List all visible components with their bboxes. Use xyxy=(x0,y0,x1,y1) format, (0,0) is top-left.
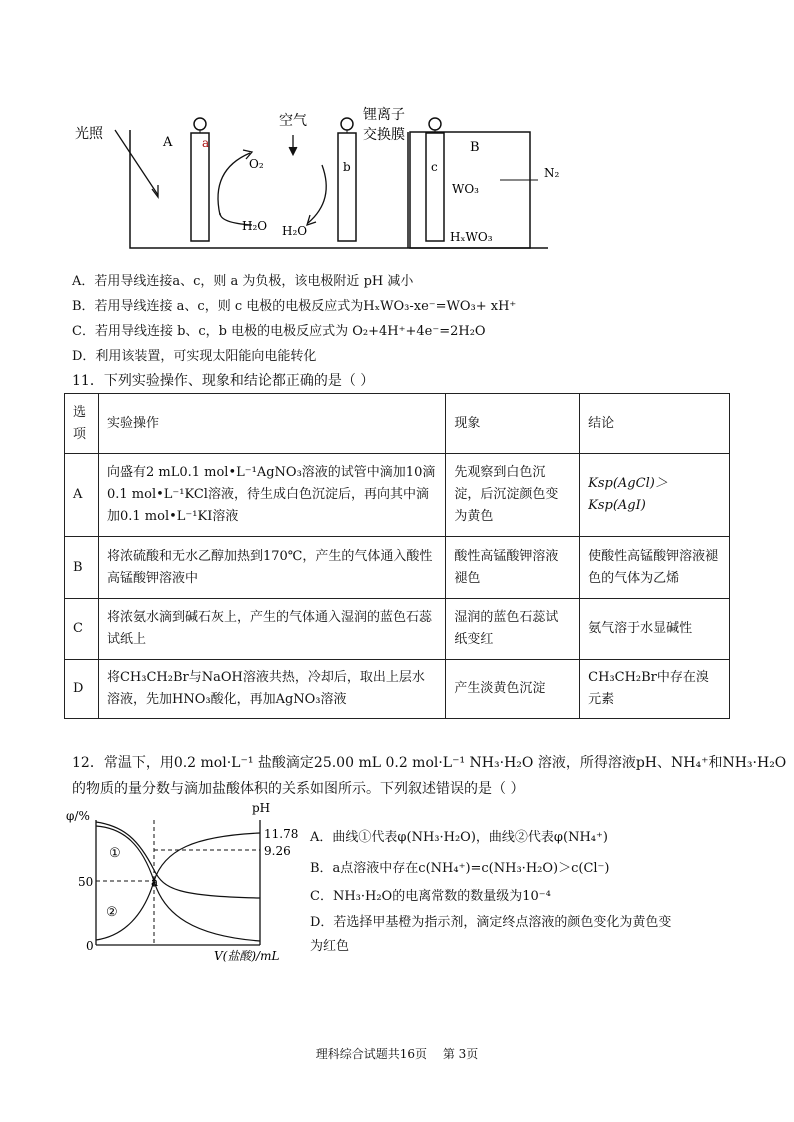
curve-1-label: ① xyxy=(109,846,121,861)
table-row xyxy=(65,599,730,660)
row-operation: 将浓硫酸和无水乙醇加热到170℃，产生的气体通入酸性高锰酸钾溶液中 xyxy=(98,537,445,599)
q12-stem-line2: 的物质的量分数与滴加盐酸体积的关系如图所示。下列叙述错误的是（ ） xyxy=(72,781,525,797)
h2o-left-label: H₂O xyxy=(242,219,268,233)
row-option: A xyxy=(65,454,99,537)
membrane-label-1: 锂离子 xyxy=(363,107,405,123)
header-phenomenon: 现象 xyxy=(446,394,580,454)
table-row xyxy=(65,537,730,599)
curve-1 xyxy=(96,826,260,941)
label-a-compartment: A xyxy=(163,135,173,150)
q10-option-c: C．若用导线连接 b、c，b 电极的电极反应式为 O₂+4H⁺+4e⁻=2H₂O xyxy=(72,324,486,339)
y-left-label: φ/% xyxy=(66,809,90,823)
table-header-row xyxy=(65,394,730,454)
wo3-label: WO₃ xyxy=(452,182,479,196)
table-row xyxy=(65,660,730,719)
electrode-c-label: c xyxy=(431,160,438,174)
origin-label: 0 xyxy=(86,939,94,953)
header-option: 选项 xyxy=(65,394,99,454)
cycle-arrow-left xyxy=(218,153,250,215)
electrode-c xyxy=(426,133,444,241)
light-label: 光照 xyxy=(75,126,103,142)
page-footer xyxy=(0,1045,794,1062)
row-operation: 向盛有2 mL0.1 mol•L⁻¹AgNO₃溶液的试管中滴加10滴0.1 mol•L⁻¹KCl溶液，待生成白色沉淀后，再向其中滴加0.1 mol•L⁻¹KI溶液 xyxy=(98,454,445,537)
q12-option-b: B．a点溶液中存在c(NH₄⁺)=c(NH₃·H₂O)＞c(Cl⁻) xyxy=(310,861,610,876)
row-conclusion: CH₃CH₂Br中存在溴元素 xyxy=(580,660,730,719)
electrode-b-label: b xyxy=(343,160,351,174)
label-b-compartment: B xyxy=(470,140,480,155)
electrode-b xyxy=(338,133,356,241)
q12-stem-line1: 12．常温下，用0.2 mol·L⁻¹ 盐酸滴定25.00 mL 0.2 mol·L⁻¹ NH₃·H₂O 溶液，所得溶液pH、NH₄⁺和NH₃·H₂O xyxy=(72,755,787,771)
q10-option-a: A．若用导线连接a、c，则 a 为负极，该电极附近 pH 减小 xyxy=(72,274,414,289)
q10-option-b: B．若用导线连接 a、c，则 c 电极的电极反应式为HₓWO₃-xe⁻=WO₃+ xH⁺ xyxy=(72,299,517,314)
footer-total-pages: 理科综合试题共16页 xyxy=(315,1047,427,1061)
air-label: 空气 xyxy=(279,113,307,129)
y-50-tick: 50 xyxy=(78,875,94,889)
y-right-label: pH xyxy=(252,801,271,815)
row-phenomenon: 产生淡黄色沉淀 xyxy=(446,660,580,719)
light-arrow xyxy=(115,130,158,195)
q12-option-d: D．若选择甲基橙为指示剂，滴定终点溶液的颜色变化为黄色变 xyxy=(310,915,672,930)
table-row xyxy=(65,454,730,537)
hxwo3-label: HₓWO₃ xyxy=(450,230,493,244)
row-conclusion: 使酸性高锰酸钾溶液褪色的气体为乙烯 xyxy=(580,537,730,599)
h2o-right-label: H₂O xyxy=(282,224,308,238)
q11-stem: 11．下列实验操作、现象和结论都正确的是（ ） xyxy=(72,373,375,389)
q11-experiment-table xyxy=(64,393,730,719)
row-phenomenon: 酸性高锰酸钾溶液褪色 xyxy=(446,537,580,599)
q10-option-d: D．利用该装置，可实现太阳能向电能转化 xyxy=(72,349,317,364)
q12-option-d-cont: 为红色 xyxy=(310,939,350,954)
q12-option-a: A．曲线①代表φ(NH₃·H₂O)，曲线②代表φ(NH₄⁺) xyxy=(310,830,608,845)
footer-page-number: 第 3页 xyxy=(442,1047,479,1061)
ph-high-tick: 11.78 xyxy=(264,827,299,841)
point-a-label: a xyxy=(151,875,159,889)
curve-2-label: ② xyxy=(106,905,118,920)
row-option: D xyxy=(65,660,99,719)
q12-option-c: C．NH₃·H₂O的电离常数的数量级为10⁻⁴ xyxy=(310,889,551,904)
row-conclusion: 氨气溶于水显碱性 xyxy=(580,599,730,660)
cycle-arrow-right xyxy=(308,165,326,223)
header-operation: 实验操作 xyxy=(98,394,445,454)
header-conclusion: 结论 xyxy=(580,394,730,454)
row-operation: 将CH₃CH₂Br与NaOH溶液共热，冷却后，取出上层水溶液，先加HNO₃酸化，再加AgNO₃溶液 xyxy=(98,660,445,719)
row-operation: 将浓氨水滴到碱石灰上，产生的气体通入湿润的蓝色石蕊试纸上 xyxy=(98,599,445,660)
x-axis-label: V(盐酸)/mL xyxy=(214,949,280,963)
row-option: C xyxy=(65,599,99,660)
electrochemistry-diagram xyxy=(60,95,580,260)
ph-mid-tick: 9.26 xyxy=(264,844,291,858)
o2-label: O₂ xyxy=(249,157,264,171)
electrode-a-label: a xyxy=(202,136,210,150)
membrane-label-2: 交换膜 xyxy=(363,127,405,143)
row-phenomenon: 湿润的蓝色石蕊试纸变红 xyxy=(446,599,580,660)
titration-graph xyxy=(64,800,304,965)
row-conclusion: Ksp(AgCl)＞Ksp(AgI) xyxy=(580,454,730,537)
n2-label: N₂ xyxy=(544,166,560,180)
row-phenomenon: 先观察到白色沉淀，后沉淀颜色变为黄色 xyxy=(446,454,580,537)
row-option: B xyxy=(65,537,99,599)
